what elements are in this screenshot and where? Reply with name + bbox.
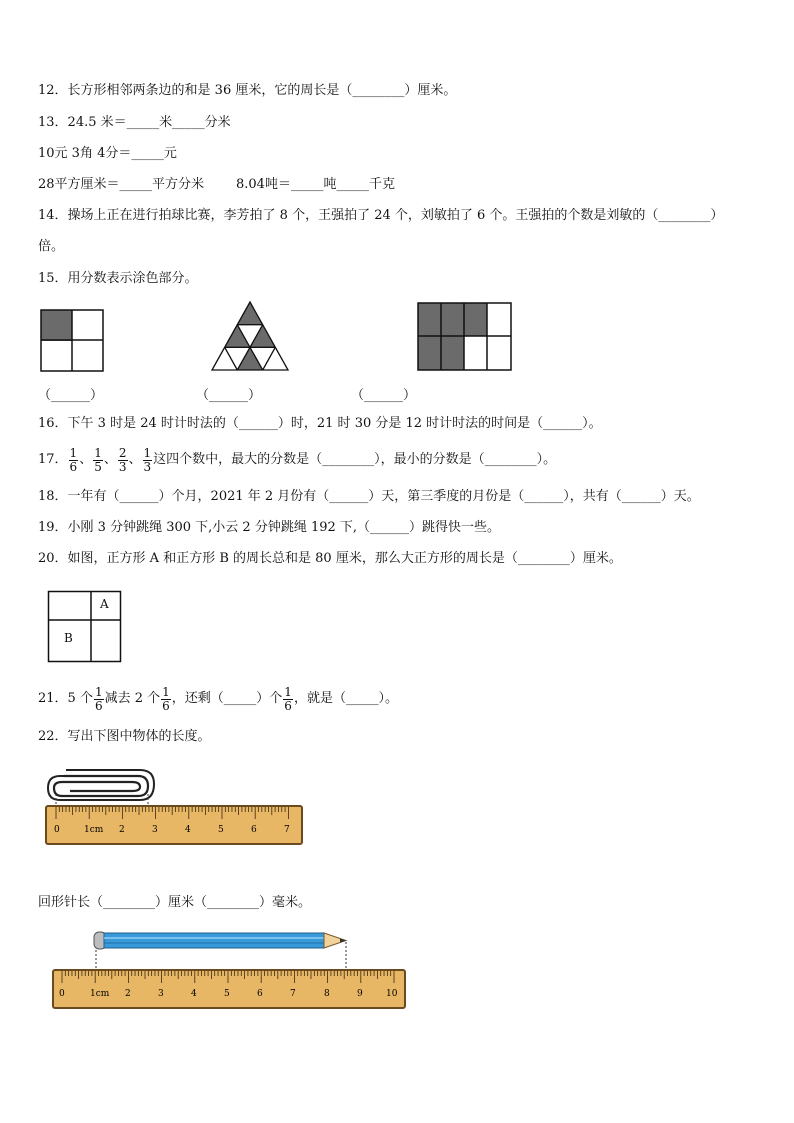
- paperclip-ruler-figure: [44, 764, 306, 848]
- question-19: 19．小刚 3 分钟跳绳 300 下,小云 2 分钟跳绳 192 下,（______）跳得快一些。: [38, 520, 501, 535]
- separator: 、: [128, 452, 142, 467]
- fraction-1-3: $\frac{1}{3}$: [143, 445, 152, 474]
- ruler2-label-4: 4: [191, 989, 197, 999]
- paperclip-icon: [48, 770, 154, 800]
- question-18: 18．一年有（______）个月，2021 年 2 月份有（______）天，第三季度的月份是（______），共有（______）天。: [38, 489, 700, 504]
- question-21: [38, 680, 398, 718]
- ruler2-label-7: 7: [290, 989, 296, 999]
- question-17-number: 17．: [38, 452, 68, 467]
- question-14-line1: 14．操场上正在进行拍球比赛，李芳拍了 8 个，王强拍了 24 个，刘敏拍了 6 个。王强拍的个数是刘敏的（________）: [38, 208, 724, 223]
- ruler2-label-3: 3: [158, 989, 164, 999]
- question-13-line1: 13．24.5 米＝_____米_____分米: [38, 115, 231, 130]
- fraction-1-5: $\frac{1}{5}$: [94, 445, 102, 474]
- ruler2-label-5: 5: [224, 989, 230, 999]
- ruler2-label-8: 8: [324, 989, 330, 999]
- question-13-line3a: 28平方厘米＝_____平方分米: [38, 177, 205, 192]
- fraction-1-6: $\frac{1}{6}$: [69, 445, 78, 474]
- fraction-1-6-c: $\frac{1}{6}$: [284, 684, 292, 713]
- question-12: 12．长方形相邻两条边的和是 36 厘米，它的周长是（________）厘米。: [38, 83, 457, 98]
- triangle-figure: [210, 300, 292, 372]
- ruler1-label-7: 7: [284, 825, 290, 835]
- question-20: 20．如图，正方形 A 和正方形 B 的周长总和是 80 厘米，那么大正方形的周长是（________）厘米。: [38, 551, 622, 566]
- answer-blank-2[interactable]: （______）: [196, 388, 262, 403]
- rectangle-eighths-figure: [417, 302, 513, 372]
- separator: 、: [79, 452, 93, 467]
- ruler2-label-9: 9: [357, 989, 363, 999]
- q21-part3: ，还剩（_____）个: [171, 691, 283, 706]
- q21-part4: ，就是（_____）。: [293, 691, 398, 706]
- ruler2-label-6: 6: [257, 989, 263, 999]
- q21-part1: 21．5 个: [38, 691, 93, 706]
- ruler2-label-1: 1cm: [90, 989, 110, 999]
- ruler1-label-5: 5: [218, 825, 224, 835]
- q21-part2: 减去 2 个: [104, 691, 161, 706]
- question-15-title: 15．用分数表示涂色部分。: [38, 271, 198, 286]
- square-quarters-figure: [40, 309, 106, 373]
- pencil-icon: [94, 932, 346, 949]
- paperclip-caption: 回形针长（________）厘米（________）毫米。: [38, 895, 312, 910]
- question-22-title: 22．写出下图中物体的长度。: [38, 729, 211, 744]
- answer-blank-3[interactable]: （______）: [351, 388, 417, 403]
- pencil-ruler-figure: [50, 928, 410, 1012]
- label-a: A: [100, 597, 109, 611]
- question-17: [38, 441, 556, 479]
- ruler1-label-4: 4: [185, 825, 191, 835]
- question-17-text: 这四个数中，最大的分数是（________），最小的分数是（________）。: [153, 452, 557, 467]
- ruler1-label-1: 1cm: [84, 825, 104, 835]
- question-13-line2: 10元 3角 4分＝_____元: [38, 146, 177, 161]
- answer-blank-1[interactable]: （______）: [38, 388, 104, 403]
- fraction-1-6-a: $\frac{1}{6}$: [94, 684, 103, 713]
- ruler1-label-0: 0: [54, 825, 60, 835]
- squares-a-b-figure: [47, 590, 123, 664]
- ruler2-label-2: 2: [125, 989, 131, 999]
- label-b: B: [64, 631, 73, 645]
- shaded-quarter: [41, 310, 72, 341]
- separator: 、: [103, 452, 117, 467]
- ruler1-label-3: 3: [152, 825, 158, 835]
- ruler2-label-10: 10: [386, 989, 398, 999]
- ruler1-label-6: 6: [251, 825, 257, 835]
- ruler1-label-2: 2: [119, 825, 125, 835]
- fraction-1-6-b: $\frac{1}{6}$: [162, 684, 170, 713]
- ruler2-label-0: 0: [59, 989, 65, 999]
- fraction-2-3: $\frac{2}{3}$: [118, 445, 127, 474]
- question-13-line3b: 8.04吨＝_____吨_____千克: [236, 177, 395, 192]
- question-16: 16．下午 3 时是 24 时计时法的（______）时，21 时 30 分是 12 时计时法的时间是（______）。: [38, 416, 602, 431]
- question-14-line2: 倍。: [38, 239, 65, 254]
